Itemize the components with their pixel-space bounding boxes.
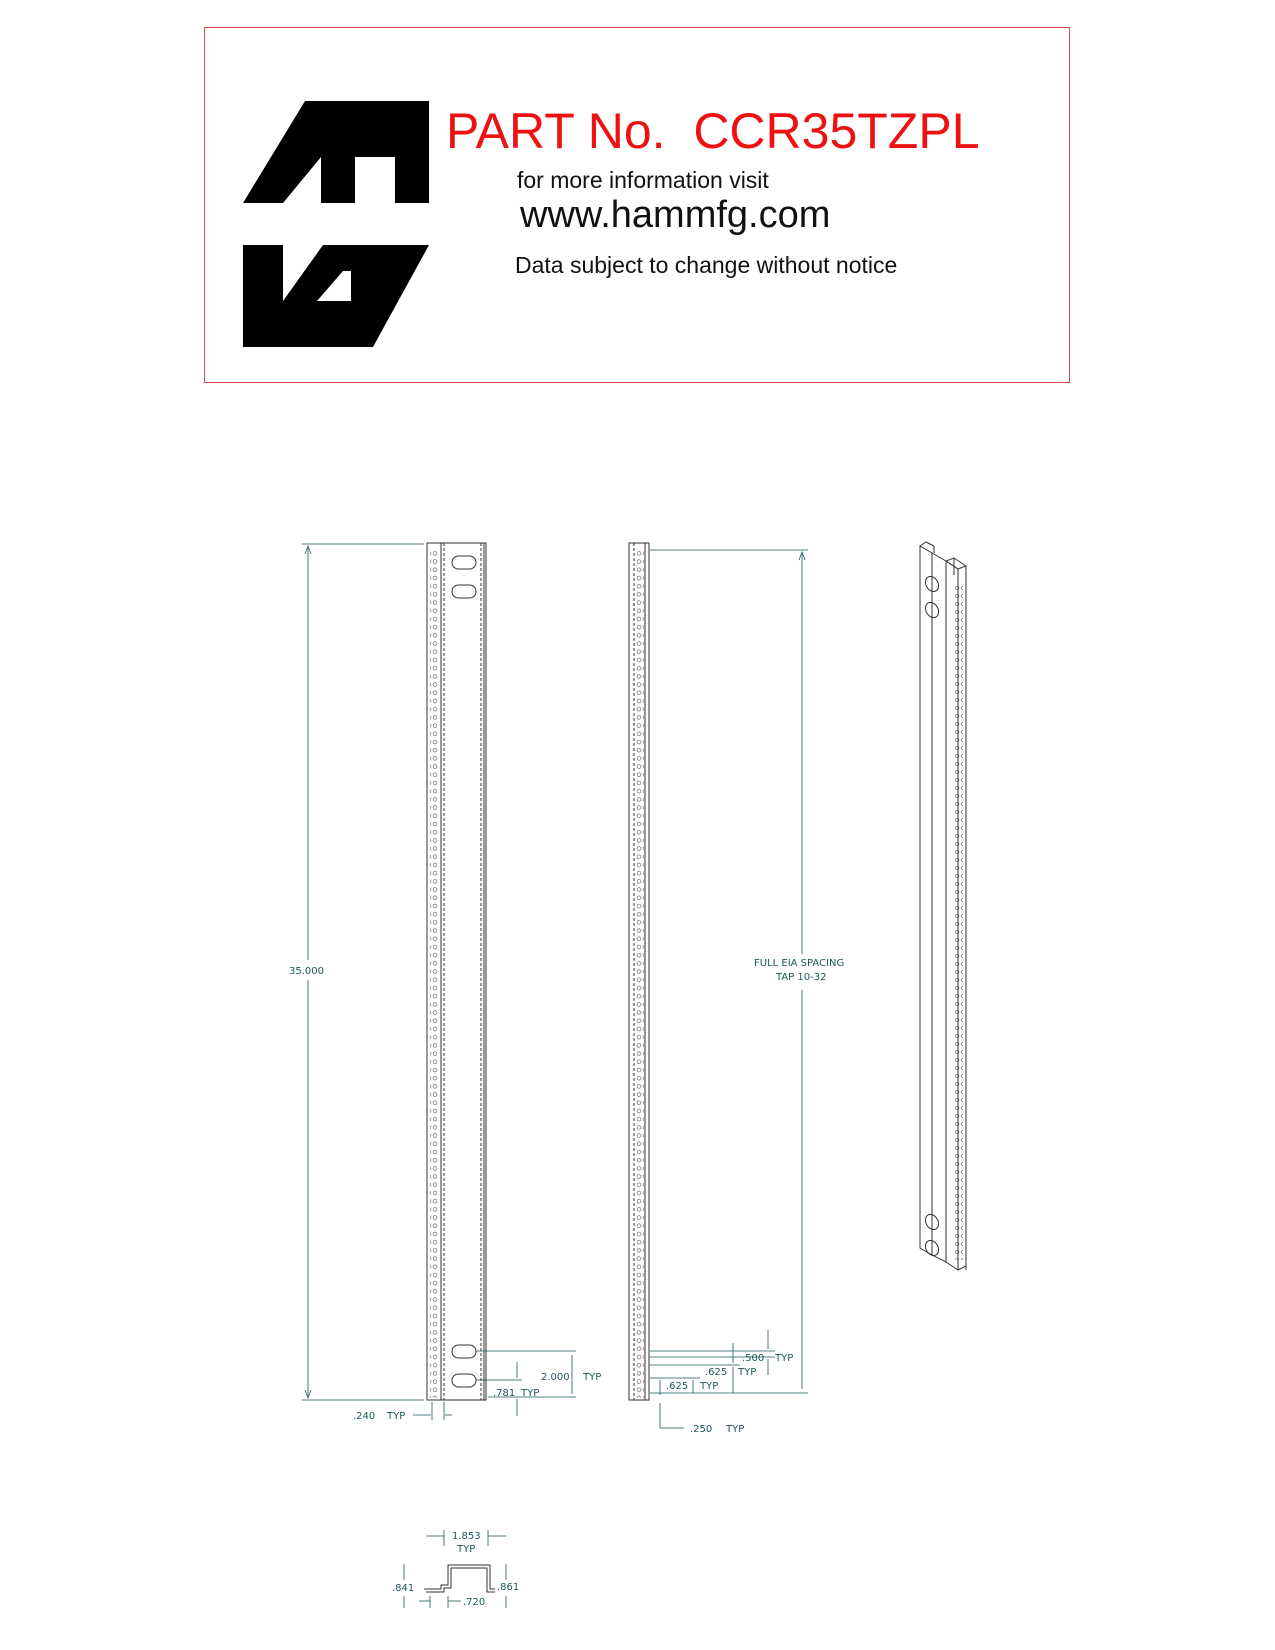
front-hole-column <box>430 548 438 1398</box>
dim-right-flange: .861 <box>497 1582 520 1593</box>
isometric-view <box>920 542 966 1270</box>
iso-hole-column <box>955 585 963 1260</box>
dim-slot-offset: .781 <box>493 1388 516 1399</box>
dim-section-width: 1.853 <box>452 1531 481 1542</box>
dim-500-suffix: TYP <box>775 1353 794 1364</box>
dim-250: .250 <box>690 1424 713 1435</box>
dim-section-width-suffix: TYP <box>457 1544 476 1555</box>
side-dimensions <box>650 550 844 1435</box>
dim-base: .720 <box>463 1597 486 1608</box>
dim-width-typ: .240 <box>353 1411 376 1422</box>
dim-left-flange: .841 <box>392 1583 415 1594</box>
dim-625-lower-suffix: TYP <box>700 1381 719 1392</box>
dim-slot-offset-suffix: TYP <box>521 1388 540 1399</box>
dim-250-suffix: TYP <box>726 1424 745 1435</box>
iso-rail-face <box>920 546 932 1255</box>
dim-625-upper-suffix: TYP <box>738 1367 757 1378</box>
dim-slot-spacing-suffix: TYP <box>583 1372 602 1383</box>
side-hole-column <box>636 548 644 1398</box>
slot-bottom-1 <box>452 1345 476 1358</box>
section-view <box>424 1565 495 1592</box>
dim-625-lower: .625 <box>666 1381 689 1392</box>
dim-slot-spacing: 2.000 <box>541 1372 570 1383</box>
section-dimensions <box>392 1530 519 1608</box>
note-eia-spacing: FULL EIA SPACING <box>754 958 845 969</box>
note-tap: TAP 10-32 <box>776 972 827 983</box>
front-dimensions <box>289 544 601 1422</box>
notice-text: Data subject to change without notice <box>515 252 898 278</box>
slot-bottom-2 <box>452 1374 476 1387</box>
side-view <box>629 543 649 1400</box>
dim-625-upper: .625 <box>705 1367 728 1378</box>
info-text: for more information visit <box>517 167 769 193</box>
front-view <box>427 543 486 1400</box>
website-link[interactable]: www.hammfg.com <box>520 194 831 236</box>
slot-top-2 <box>452 585 476 598</box>
dim-height: 35.000 <box>289 966 324 977</box>
dim-width-typ-suffix: TYP <box>387 1411 406 1422</box>
part-number: PART No. CCR35TZPL <box>446 103 980 159</box>
section-profile <box>424 1565 495 1589</box>
slot-top-1 <box>452 556 476 569</box>
dim-500: .500 <box>742 1353 765 1364</box>
